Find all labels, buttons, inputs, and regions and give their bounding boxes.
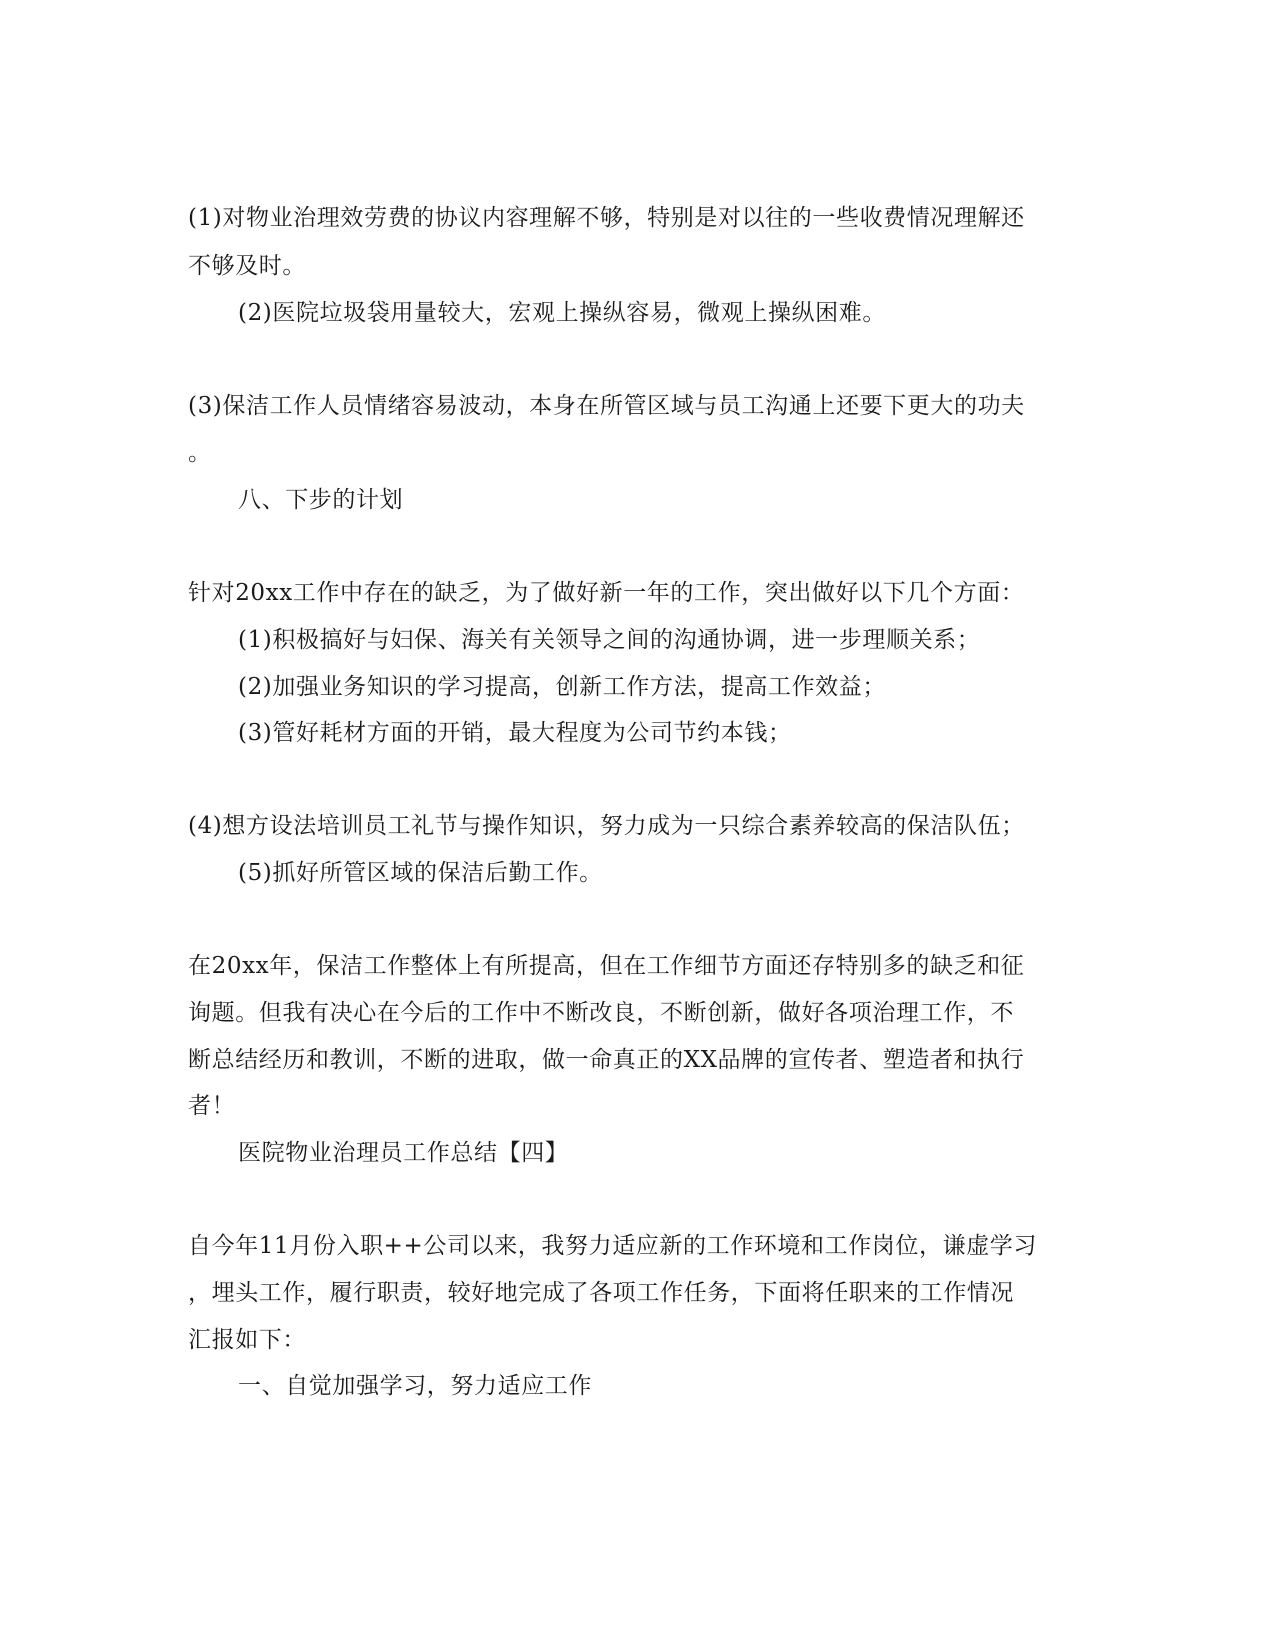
paragraph-line: 自今年11月份入职++公司以来，我努力适应新的工作环境和工作岗位，谦虚学习 (188, 1233, 1038, 1259)
paragraph-line: 针对20xx工作中存在的缺乏，为了做好新一年的工作，突出做好以下几个方面： (188, 580, 1025, 606)
list-item: (5)抓好所管区域的保洁后勤工作。 (238, 860, 603, 886)
list-item: (3)管好耗材方面的开销，最大程度为公司节约本钱； (238, 720, 792, 746)
paragraph-line: 。 (188, 440, 212, 466)
list-item: (4)想方设法培训员工礼节与操作知识，努力成为一只综合素养较高的保洁队伍； (188, 813, 1025, 839)
paragraph-line: 不够及时。 (188, 253, 306, 279)
paragraph-line: (1)对物业治理效劳费的协议内容理解不够，特别是对以往的一些收费情况理解还 (188, 205, 1025, 231)
paragraph-line: ，埋头工作，履行职责，较好地完成了各项工作任务，下面将任职来的工作情况 (188, 1280, 1014, 1306)
section-heading: 一、自觉加强学习，努力适应工作 (238, 1373, 592, 1399)
paragraph-line: 在20xx年，保洁工作整体上有所提高，但在工作细节方面还存特别多的缺乏和征 (188, 953, 1025, 979)
paragraph-line: 汇报如下： (188, 1327, 306, 1353)
list-item: (2)加强业务知识的学习提高，创新工作方法，提高工作效益； (238, 674, 886, 700)
section-title: 医院物业治理员工作总结【四】 (238, 1140, 569, 1166)
list-item: (1)积极搞好与妇保、海关有关领导之间的沟通协调，进一步理顺关系； (238, 627, 981, 653)
paragraph-line: (3)保洁工作人员情绪容易波动，本身在所管区域与员工沟通上还要下更大的功夫 (188, 393, 1025, 419)
section-heading: 八、下步的计划 (238, 487, 404, 513)
list-item: (2)医院垃圾袋用量较大，宏观上操纵容易，微观上操纵困难。 (238, 300, 886, 326)
paragraph-line: 断总结经历和教训，不断的进取，做一命真正的XX品牌的宣传者、塑造者和执行 (188, 1047, 1025, 1073)
paragraph-line: 询题。但我有决心在今后的工作中不断改良，不断创新，做好各项治理工作，不 (188, 1000, 1014, 1026)
paragraph-line: 者！ (188, 1093, 236, 1119)
